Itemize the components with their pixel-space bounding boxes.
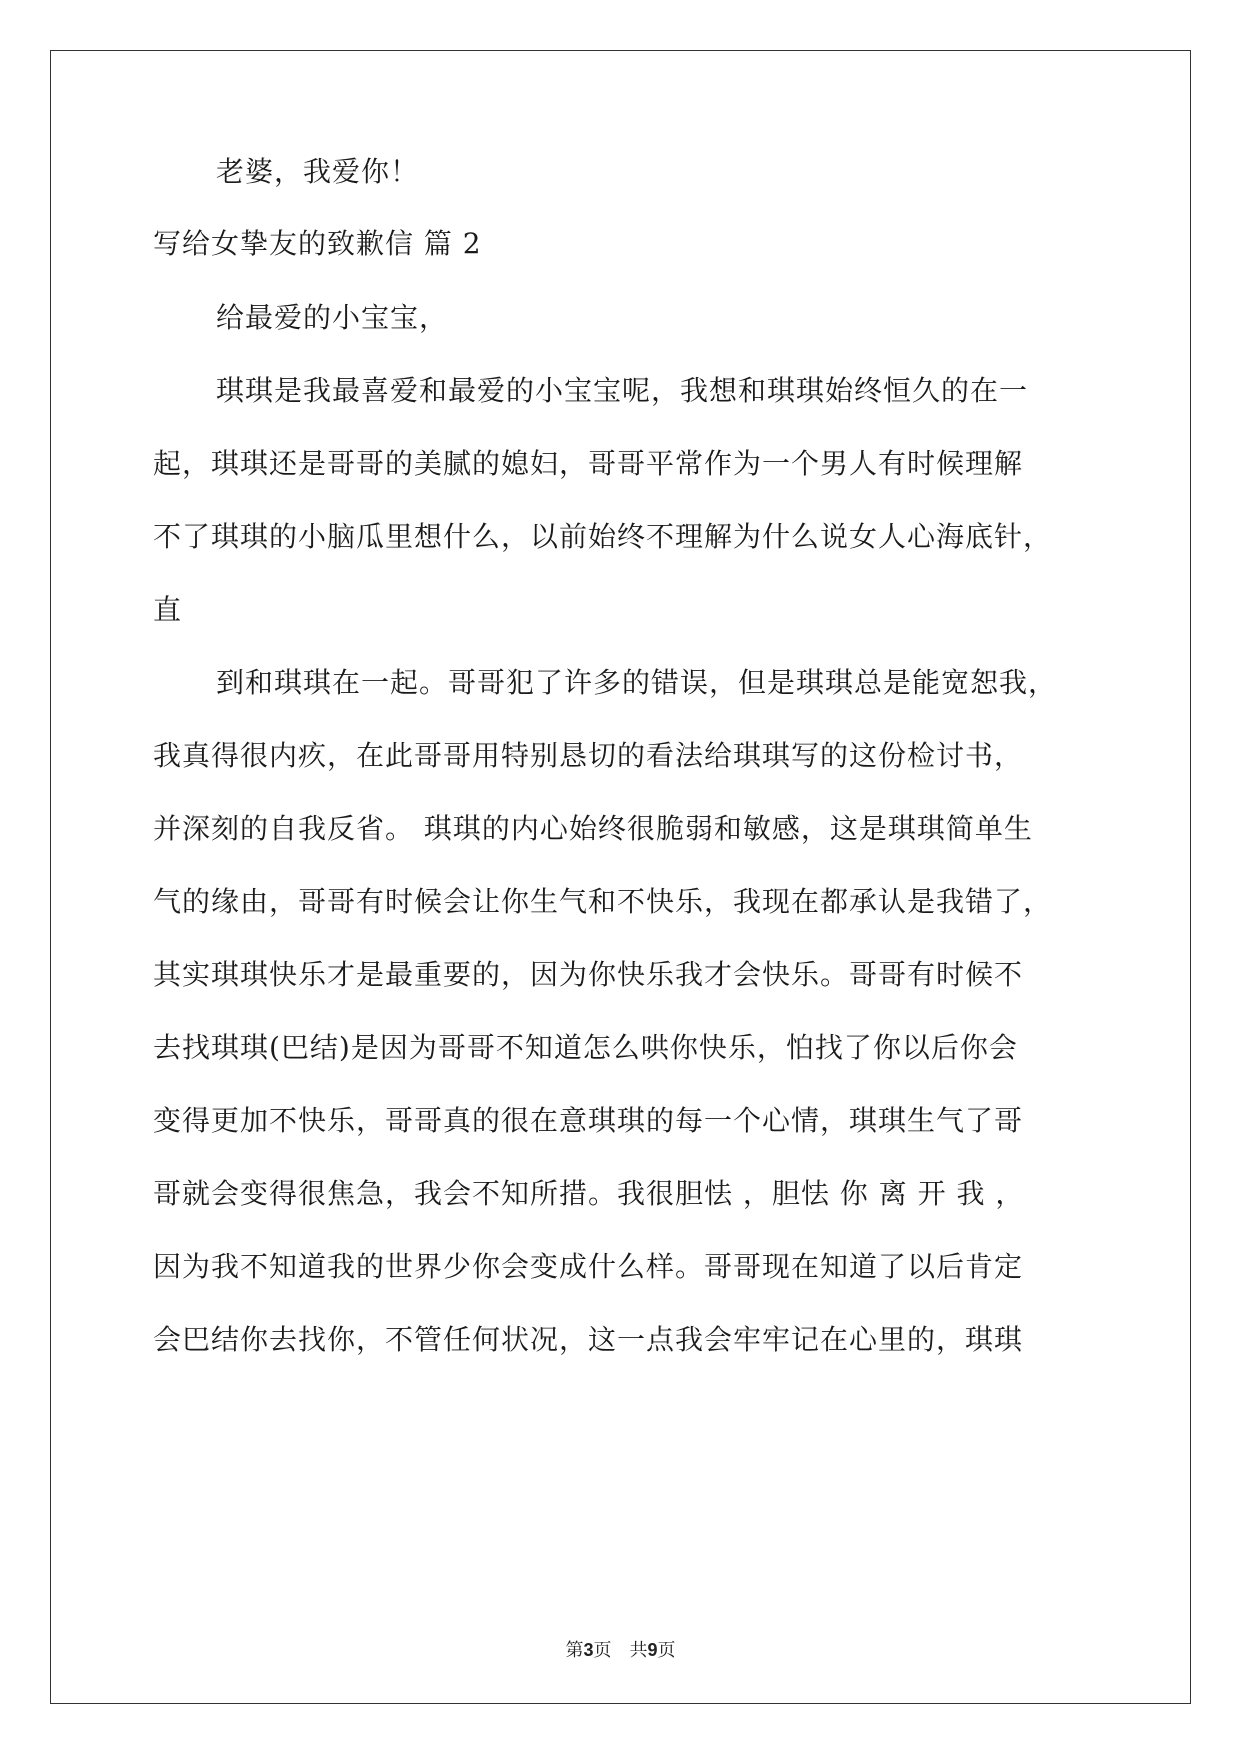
body-line: 因为我不知道我的世界少你会变成什么样。哥哥现在知道了以后肯定 <box>153 1250 1024 1283</box>
page-number-footer <box>0 1638 1241 1663</box>
body-line: 直 <box>153 593 183 626</box>
body-line: 气的缘由，哥哥有时候会让你生气和不快乐，我现在都承认是我错了， <box>153 885 1053 918</box>
body-line: 到和琪琪在一起。哥哥犯了许多的错误，但是琪琪总是能宽恕我， <box>216 666 1058 699</box>
body-line: 琪琪是我最喜爱和最爱的小宝宝呢，我想和琪琪始终恒久的在一 <box>216 374 1029 407</box>
total-page-number: 9 <box>647 1640 658 1660</box>
current-page-number: 3 <box>583 1640 594 1660</box>
page-prefix: 第 <box>565 1640 584 1661</box>
body-line: 去找琪琪(巴结)是因为哥哥不知道怎么哄你快乐，怕找了你以后你会 <box>153 1031 1018 1064</box>
page-border <box>50 50 1191 1704</box>
section-heading: 写给女挚友的致歉信 篇 2 <box>153 227 482 260</box>
closing-line: 老婆，我爱你！ <box>216 155 420 188</box>
salutation: 给最爱的小宝宝， <box>216 301 449 334</box>
body-line: 变得更加不快乐，哥哥真的很在意琪琪的每一个心情，琪琪生气了哥 <box>153 1104 1024 1137</box>
body-line: 会巴结你去找你，不管任何状况，这一点我会牢牢记在心里的，琪琪 <box>153 1323 1024 1356</box>
body-line: 哥就会变得很焦急，我会不知所措。我很胆怯 ，胆怯 你 离 开 我 ， <box>153 1177 1025 1210</box>
body-line: 其实琪琪快乐才是最重要的，因为你快乐我才会快乐。哥哥有时候不 <box>153 958 1024 991</box>
body-line: 我真得很内疚，在此哥哥用特别恳切的看法给琪琪写的这份检讨书， <box>153 739 1024 772</box>
body-line: 不了琪琪的小脑瓜里想什么，以前始终不理解为什么说女人心海底针， <box>153 520 1053 553</box>
body-line: 并深刻的自我反省。 琪琪的内心始终很脆弱和敏感，这是琪琪简单生 <box>153 812 1033 845</box>
page-suffix: 页 <box>657 1640 676 1661</box>
page-mid: 页 共 <box>593 1640 648 1661</box>
body-line: 起，琪琪还是哥哥的美腻的媳妇，哥哥平常作为一个男人有时候理解 <box>153 447 1024 480</box>
